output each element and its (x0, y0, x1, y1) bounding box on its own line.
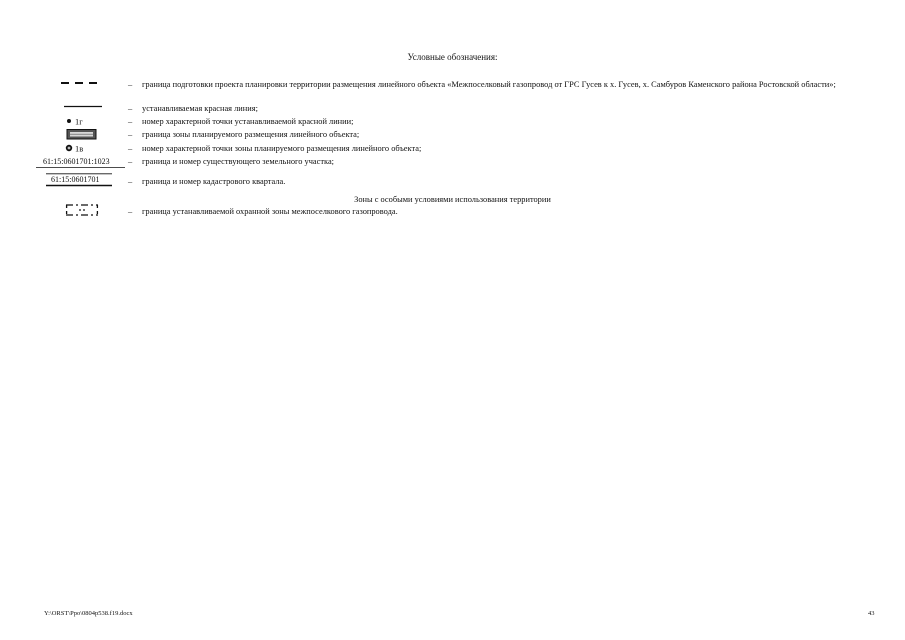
parcel-label: 61:15:0601701:1023 (43, 157, 110, 166)
legend-dash: – (128, 207, 133, 216)
legend-dash: – (128, 177, 133, 186)
legend-text: граница подготовки проекта планировки территории размещения линейного объекта «Межпоселковый газопровод от ГРС Гусев к х. Гусев, х. Самбуров Каменского района Ростовской области»; (142, 80, 836, 89)
legend-text: устанавливаемая красная линия; (142, 104, 258, 113)
legend-text: номер характерной точки зоны планируемого размещения линейного объекта; (142, 144, 422, 153)
hatched-box-icon (30, 129, 130, 140)
legend-text: граница и номер существующего земельного участка; (142, 157, 335, 166)
legend-dash: – (128, 117, 133, 126)
point-label: 1г (75, 117, 83, 127)
legend-title: Условные обозначения: (407, 52, 498, 62)
legend-dash: – (128, 130, 133, 139)
ring-dot-icon (30, 143, 130, 154)
footer-file-path: Y:\ORST\Ppo\0804p538.f19.docx (44, 610, 133, 617)
legend-dash: – (128, 157, 133, 166)
zones-subheading: Зоны с особыми условиями использования территории (354, 195, 551, 204)
legend-dash: – (128, 80, 133, 89)
point-label: 1в (75, 144, 84, 154)
solid-line-icon (30, 103, 130, 114)
legend-dash: – (128, 144, 133, 153)
dash-dot-box-icon (30, 203, 130, 217)
legend-dash: – (128, 104, 133, 113)
legend-text: граница зоны планируемого размещения линейного объекта; (142, 130, 360, 139)
quarter-icon (30, 173, 130, 188)
legend-text: граница и номер кадастрового квартала. (142, 177, 286, 186)
quarter-label: 61:15:0601701 (51, 175, 100, 184)
footer-page-number: 43 (868, 610, 875, 617)
legend-text: номер характерной точки устанавливаемой красной линии; (142, 117, 354, 126)
dashed-line-icon (30, 79, 130, 90)
parcel-icon (30, 156, 130, 169)
legend-text: граница устанавливаемой охранной зоны межпоселкового газопровода. (142, 207, 398, 216)
point-dot-icon (30, 116, 130, 127)
